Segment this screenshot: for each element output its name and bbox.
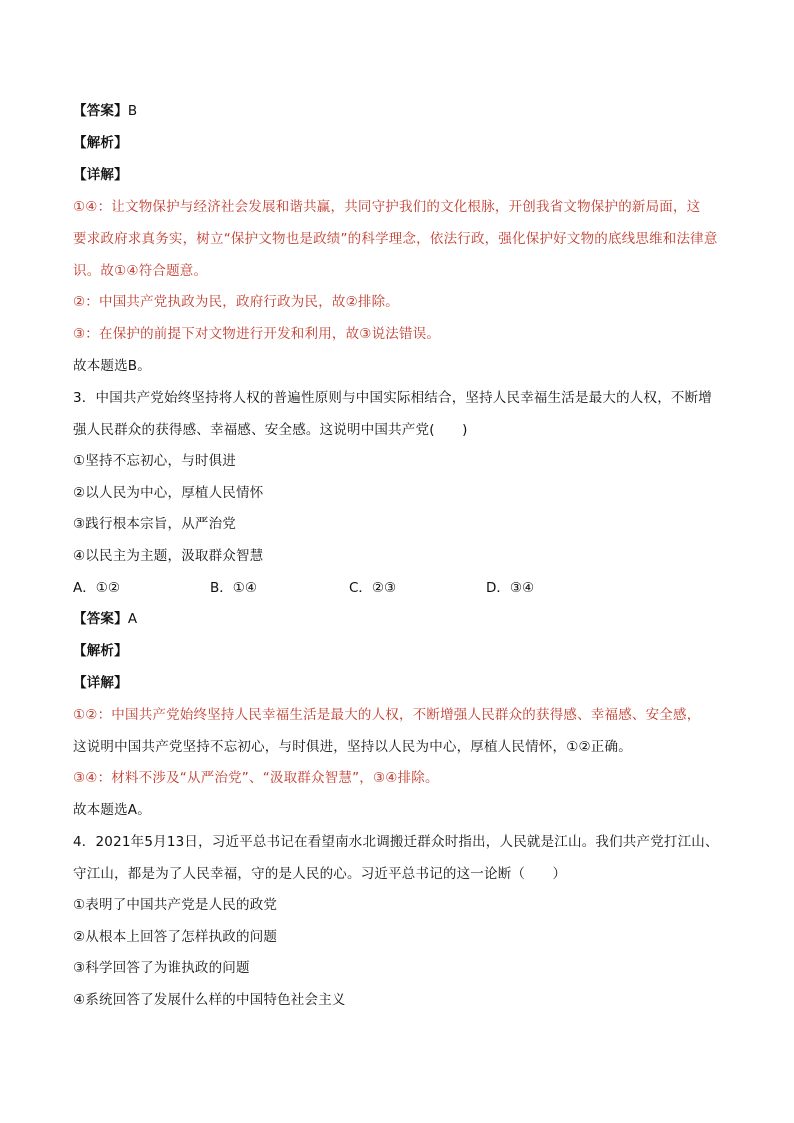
- q3-detail-line: ①②：中国共产党始终坚持人民幸福生活是最大的人权，不断增强人民群众的获得感、幸福感、安全感，: [73, 707, 701, 723]
- q3-option-c: C．②③: [349, 580, 397, 596]
- q3-stem-line: 强人民群众的获得感、幸福感、安全感。这说明中国共产党( ): [73, 422, 468, 438]
- q3-statement: ②以人民为中心，厚植人民情怀: [73, 485, 264, 501]
- q4-statement: ④系统回答了发展什么样的中国特色社会主义: [73, 992, 346, 1008]
- q4-statement: ②从根本上回答了怎样执政的问题: [73, 929, 278, 945]
- q2-detail-line: ②：中国共产党执政为民，政府行政为民，故②排除。: [73, 294, 400, 310]
- q2-detail-line: ①④：让文物保护与经济社会发展和谐共赢，共同守护我们的文化根脉，开创我省文物保护的新局面，这: [73, 199, 701, 215]
- q3-answer-label: 【答案】: [73, 611, 128, 627]
- q3-conclusion: 故本题选A。: [73, 802, 151, 818]
- q3-option-d: D．③④: [486, 580, 535, 596]
- q3-statement: ③践行根本宗旨，从严治党: [73, 516, 237, 532]
- q4-stem-line: 守江山，都是为了人民幸福，守的是人民的心。习近平总书记的这一论断（ ）: [73, 866, 567, 882]
- q3-detail-line: ③④：材料不涉及“从严治党”、“汲取群众智慧”，③④排除。: [73, 770, 439, 786]
- q3-option-b: B．①④: [210, 580, 257, 596]
- q3-answer: [73, 609, 137, 629]
- q2-detail-label: 【详解】: [73, 167, 128, 183]
- q2-answer-label: 【答案】: [73, 103, 128, 119]
- q2-detail-line: 识。故①④符合题意。: [73, 263, 208, 279]
- q2-detail-line: ③：在保护的前提下对文物进行开发和利用，故③说法错误。: [73, 326, 441, 342]
- q3-answer-value: A: [127, 611, 138, 627]
- q2-answer: [73, 101, 137, 121]
- q2-detail-line: 要求政府求真务实，树立“保护文物也是政绩”的科学理念，依法行政，强化保护好文物的底线思维和法律意: [73, 231, 718, 247]
- q3-statement: ①坚持不忘初心，与时俱进: [73, 453, 237, 469]
- q3-detail-label: 【详解】: [73, 675, 128, 691]
- q4-statement: ①表明了中国共产党是人民的政党: [73, 897, 278, 913]
- q3-statement: ④以民主为主题，汲取群众智慧: [73, 548, 264, 564]
- q3-option-a: A．①②: [73, 580, 120, 596]
- q2-analysis-label: 【解析】: [73, 135, 128, 151]
- q3-stem-line: 3．中国共产党始终坚持将人权的普遍性原则与中国实际相结合，坚持人民幸福生活是最大的人权，不断增: [73, 390, 712, 406]
- q4-statement: ③科学回答了为谁执政的问题: [73, 960, 250, 976]
- q2-answer-value: B: [127, 103, 138, 119]
- q3-analysis-label: 【解析】: [73, 643, 128, 659]
- q2-conclusion: 故本题选B。: [73, 358, 151, 374]
- q3-detail-line: 这说明中国共产党坚持不忘初心，与时俱进，坚持以人民为中心，厚植人民情怀，①②正确。: [73, 739, 632, 755]
- q4-stem-line: 4．2021年5月13日，习近平总书记在看望南水北调搬迁群众时指出，人民就是江山。我们共产党打江山、: [73, 834, 719, 850]
